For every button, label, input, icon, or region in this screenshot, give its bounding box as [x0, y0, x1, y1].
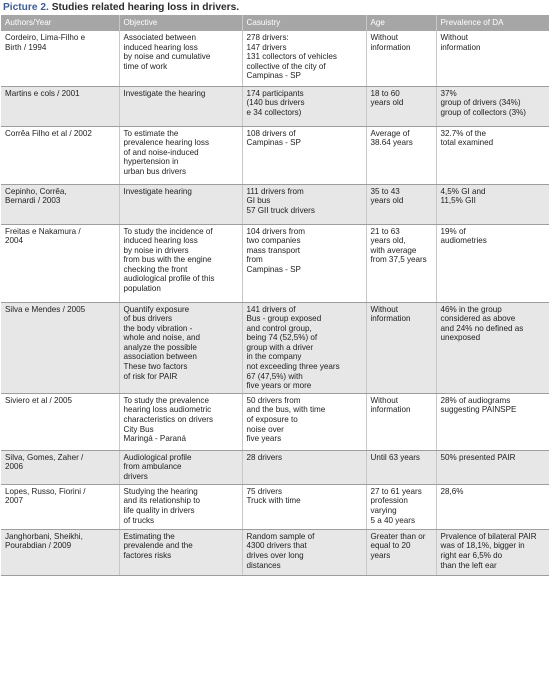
cell-prevalence: 32.7% of the total examined [436, 126, 549, 184]
cell-casuistry: 28 drivers [242, 450, 366, 484]
table-row [1, 450, 549, 484]
cell-authors-year: Cordeiro, Lima-Filho e Birth / 1994 [1, 31, 119, 86]
cell-objective: Investigate the hearing [119, 86, 242, 126]
cell-casuistry: 50 drivers from and the bus, with time of exposure to noise over five years [242, 393, 366, 450]
cell-age: Until 63 years [366, 450, 436, 484]
cell-authors-year: Martins e cols / 2001 [1, 86, 119, 126]
cell-age: 18 to 60 years old [366, 86, 436, 126]
cell-prevalence: 28% of audiograms suggesting PAINSPE [436, 393, 549, 450]
cell-casuistry: 75 drivers Truck with time [242, 484, 366, 529]
cell-objective: Investigate hearing [119, 184, 242, 224]
cell-age: Without information [366, 302, 436, 393]
cell-objective: To study the prevalence hearing loss audiometric characteristics on drivers City Bus Maringá - Paraná [119, 393, 242, 450]
cell-casuistry: 174 participants (140 bus drivers e 34 collectors) [242, 86, 366, 126]
cell-prevalence: 4,5% GI and 11,5% GII [436, 184, 549, 224]
cell-casuistry: Random sample of 4300 drivers that drives over long distances [242, 529, 366, 575]
caption-label: Picture 2. [3, 2, 49, 13]
table-row [1, 184, 549, 224]
cell-age: Without information [366, 393, 436, 450]
cell-age: 35 to 43 years old [366, 184, 436, 224]
cell-prevalence: Prvalence of bilateral PAIR was of 18,1%, bigger in right ear 6,5% do than the left ear [436, 529, 549, 575]
cell-objective: Studying the hearing and its relationship to life quality in drivers of trucks [119, 484, 242, 529]
cell-casuistry: 111 drivers from GI bus 57 GII truck drivers [242, 184, 366, 224]
studies-table [1, 15, 549, 576]
cell-age: Average of 38.64 years [366, 126, 436, 184]
cell-casuistry: 278 drivers: 147 drivers 131 collectors of vehicles collective of the city of Campinas - SP [242, 31, 366, 86]
cell-prevalence: 28,6% [436, 484, 549, 529]
cell-authors-year: Siviero et al / 2005 [1, 393, 119, 450]
cell-age: Greater than or equal to 20 years [366, 529, 436, 575]
table-row [1, 484, 549, 529]
header-objective: Objective [119, 15, 242, 31]
cell-casuistry: 141 drivers of Bus - group exposed and control group, being 74 (52,5%) of group with a driver in the company not exceeding three years 67 (47,5%) with five years or more [242, 302, 366, 393]
header-casuistry: Casuistry [242, 15, 366, 31]
cell-age: 21 to 63 years old, with average from 37,5 years [366, 224, 436, 302]
table-row [1, 224, 549, 302]
cell-objective: Quantify exposure of bus drivers the body vibration - whole and noise, and analyze the possible association between These two factors of risk for PAIR [119, 302, 242, 393]
cell-casuistry: 108 drivers of Campinas - SP [242, 126, 366, 184]
cell-authors-year: Lopes, Russo, Fiorini / 2007 [1, 484, 119, 529]
cell-age: Without information [366, 31, 436, 86]
cell-objective: To estimate the prevalence hearing loss of and noise-induced hypertension in urban bus drivers [119, 126, 242, 184]
cell-authors-year: Cepinho, Corrêa, Bernardi / 2003 [1, 184, 119, 224]
header-row [1, 15, 549, 31]
table-row [1, 126, 549, 184]
cell-casuistry: 104 drivers from two companies mass transport from Campinas - SP [242, 224, 366, 302]
cell-prevalence: 46% in the group considered as above and 24% no defined as unexposed [436, 302, 549, 393]
cell-authors-year: Freitas e Nakamura / 2004 [1, 224, 119, 302]
cell-objective: Associated between induced hearing loss by noise and cumulative time of work [119, 31, 242, 86]
table-row [1, 302, 549, 393]
table-caption [3, 2, 239, 14]
table-row [1, 86, 549, 126]
cell-prevalence: 19% of audiometries [436, 224, 549, 302]
cell-objective: To study the incidence of induced hearing loss by noise in drivers from bus with the engine checking the front audiological profile of this population [119, 224, 242, 302]
cell-authors-year: Corrêa Filho et al / 2002 [1, 126, 119, 184]
table-row [1, 393, 549, 450]
header-authors-year: Authors/Year [1, 15, 119, 31]
table-row [1, 31, 549, 86]
cell-authors-year: Silva e Mendes / 2005 [1, 302, 119, 393]
cell-objective: Estimating the prevalende and the factores risks [119, 529, 242, 575]
cell-prevalence: 50% presented PAIR [436, 450, 549, 484]
cell-authors-year: Silva, Gomes, Zaher / 2006 [1, 450, 119, 484]
cell-prevalence: Without information [436, 31, 549, 86]
cell-age: 27 to 61 years profession varying 5 a 40 years [366, 484, 436, 529]
header-age: Age [366, 15, 436, 31]
caption-text: Studies related hearing loss in drivers. [51, 2, 240, 13]
cell-prevalence: 37% group of drivers (34%) group of collectors (3%) [436, 86, 549, 126]
header-prevalence: Prevalence of DA [436, 15, 549, 31]
table-row [1, 529, 549, 575]
cell-authors-year: Janghorbani, Sheikhi, Pourabdian / 2009 [1, 529, 119, 575]
cell-objective: Audiological profile from ambulance drivers [119, 450, 242, 484]
